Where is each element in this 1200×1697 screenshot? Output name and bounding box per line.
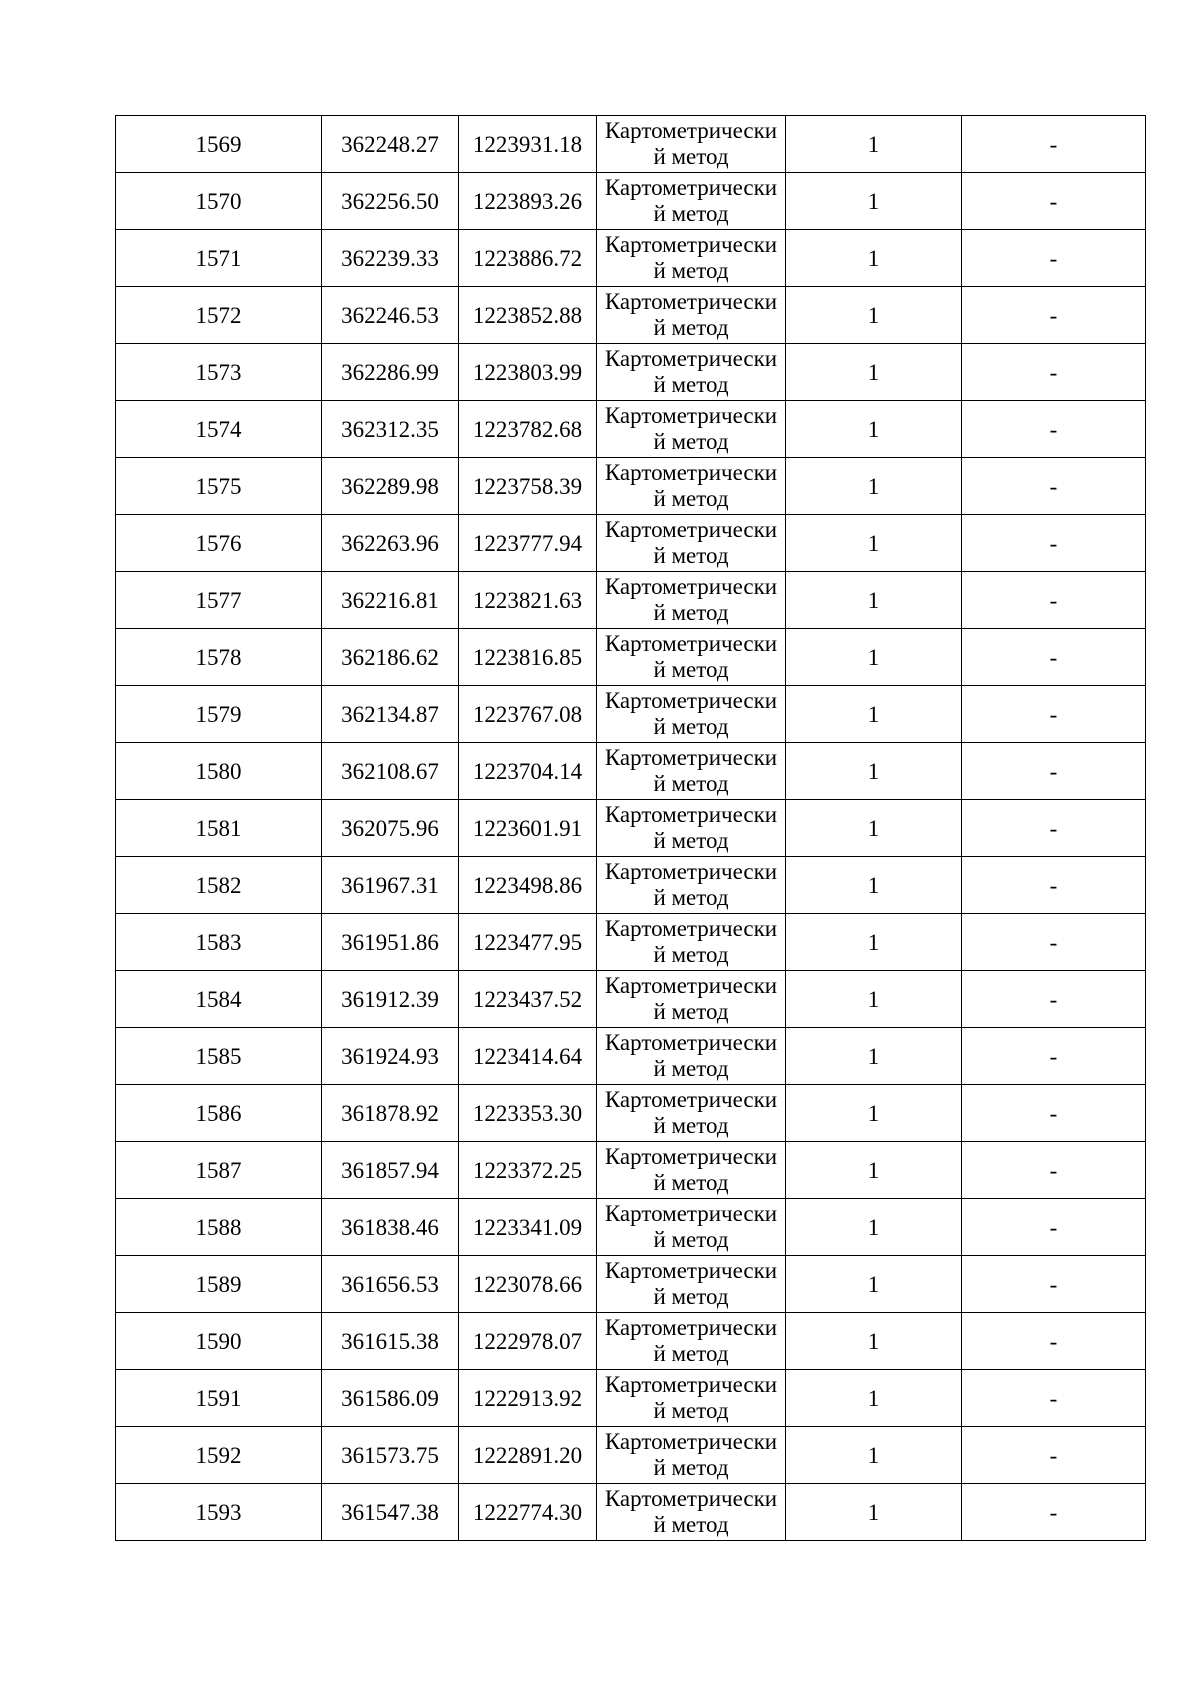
description-cell: - xyxy=(962,800,1146,857)
accuracy-cell: 1 xyxy=(786,458,962,515)
accuracy-cell: 1 xyxy=(786,116,962,173)
method-cell xyxy=(597,1427,786,1484)
accuracy-cell: 1 xyxy=(786,173,962,230)
table-row xyxy=(116,1313,1146,1370)
y-coordinate-cell: 1222978.07 xyxy=(459,1313,597,1370)
x-coordinate-cell: 362312.35 xyxy=(322,401,459,458)
description-cell: - xyxy=(962,857,1146,914)
y-coordinate-cell: 1222774.30 xyxy=(459,1484,597,1541)
description-cell: - xyxy=(962,1313,1146,1370)
description-cell: - xyxy=(962,116,1146,173)
description-cell: - xyxy=(962,230,1146,287)
method-cell xyxy=(597,1028,786,1085)
method-line-1: Картометрически xyxy=(604,1429,778,1454)
description-cell: - xyxy=(962,344,1146,401)
method-cell xyxy=(597,1199,786,1256)
x-coordinate-cell: 362216.81 xyxy=(322,572,459,629)
table-row xyxy=(116,344,1146,401)
description-cell: - xyxy=(962,1199,1146,1256)
method-line-1: Картометрически xyxy=(604,1258,778,1283)
method-cell xyxy=(597,800,786,857)
point-number-cell: 1579 xyxy=(116,686,322,743)
accuracy-cell: 1 xyxy=(786,971,962,1028)
table-row xyxy=(116,743,1146,800)
y-coordinate-cell: 1223803.99 xyxy=(459,344,597,401)
x-coordinate-cell: 362075.96 xyxy=(322,800,459,857)
table-row xyxy=(116,116,1146,173)
description-cell: - xyxy=(962,287,1146,344)
point-number-cell: 1573 xyxy=(116,344,322,401)
method-line-1: Картометрически xyxy=(604,631,778,656)
method-line-2: й метод xyxy=(653,828,729,853)
method-line-1: Картометрически xyxy=(604,1201,778,1226)
x-coordinate-cell: 361547.38 xyxy=(322,1484,459,1541)
method-line-1: Картометрически xyxy=(604,175,778,200)
point-number-cell: 1590 xyxy=(116,1313,322,1370)
y-coordinate-cell: 1223601.91 xyxy=(459,800,597,857)
x-coordinate-cell: 361615.38 xyxy=(322,1313,459,1370)
method-cell xyxy=(597,287,786,344)
description-cell: - xyxy=(962,629,1146,686)
table-row xyxy=(116,971,1146,1028)
table-row xyxy=(116,1484,1146,1541)
method-line-2: й метод xyxy=(653,942,729,967)
method-line-1: Картометрически xyxy=(604,802,778,827)
method-cell xyxy=(597,1484,786,1541)
method-line-2: й метод xyxy=(653,1113,729,1138)
table-row xyxy=(116,800,1146,857)
point-number-cell: 1574 xyxy=(116,401,322,458)
method-line-1: Картометрически xyxy=(604,118,778,143)
point-number-cell: 1589 xyxy=(116,1256,322,1313)
method-cell xyxy=(597,857,786,914)
table-row xyxy=(116,686,1146,743)
method-line-1: Картометрически xyxy=(604,859,778,884)
y-coordinate-cell: 1223767.08 xyxy=(459,686,597,743)
accuracy-cell: 1 xyxy=(786,401,962,458)
accuracy-cell: 1 xyxy=(786,1256,962,1313)
point-number-cell: 1583 xyxy=(116,914,322,971)
method-line-2: й метод xyxy=(653,885,729,910)
method-line-1: Картометрически xyxy=(604,745,778,770)
table-row xyxy=(116,458,1146,515)
method-cell xyxy=(597,458,786,515)
x-coordinate-cell: 362263.96 xyxy=(322,515,459,572)
method-line-1: Картометрически xyxy=(604,973,778,998)
y-coordinate-cell: 1223353.30 xyxy=(459,1085,597,1142)
accuracy-cell: 1 xyxy=(786,629,962,686)
point-number-cell: 1577 xyxy=(116,572,322,629)
method-line-2: й метод xyxy=(653,714,729,739)
table-row xyxy=(116,401,1146,458)
method-cell xyxy=(597,629,786,686)
method-line-2: й метод xyxy=(653,258,729,283)
method-cell xyxy=(597,572,786,629)
method-cell xyxy=(597,515,786,572)
point-number-cell: 1570 xyxy=(116,173,322,230)
description-cell: - xyxy=(962,173,1146,230)
x-coordinate-cell: 361951.86 xyxy=(322,914,459,971)
method-line-1: Картометрически xyxy=(604,403,778,428)
accuracy-cell: 1 xyxy=(786,1028,962,1085)
y-coordinate-cell: 1222891.20 xyxy=(459,1427,597,1484)
accuracy-cell: 1 xyxy=(786,857,962,914)
method-line-2: й метод xyxy=(653,1227,729,1252)
x-coordinate-cell: 362248.27 xyxy=(322,116,459,173)
method-cell xyxy=(597,230,786,287)
accuracy-cell: 1 xyxy=(786,515,962,572)
table-row xyxy=(116,1142,1146,1199)
y-coordinate-cell: 1223437.52 xyxy=(459,971,597,1028)
x-coordinate-cell: 362289.98 xyxy=(322,458,459,515)
description-cell: - xyxy=(962,572,1146,629)
y-coordinate-cell: 1223078.66 xyxy=(459,1256,597,1313)
method-line-1: Картометрически xyxy=(604,1030,778,1055)
accuracy-cell: 1 xyxy=(786,572,962,629)
coordinates-table-body xyxy=(116,116,1146,1541)
point-number-cell: 1580 xyxy=(116,743,322,800)
method-cell xyxy=(597,743,786,800)
table-row xyxy=(116,230,1146,287)
method-cell xyxy=(597,173,786,230)
method-line-2: й метод xyxy=(653,657,729,682)
point-number-cell: 1585 xyxy=(116,1028,322,1085)
y-coordinate-cell: 1223758.39 xyxy=(459,458,597,515)
accuracy-cell: 1 xyxy=(786,914,962,971)
table-row xyxy=(116,1199,1146,1256)
method-cell xyxy=(597,1142,786,1199)
table-row xyxy=(116,287,1146,344)
y-coordinate-cell: 1223414.64 xyxy=(459,1028,597,1085)
description-cell: - xyxy=(962,1370,1146,1427)
point-number-cell: 1586 xyxy=(116,1085,322,1142)
method-line-2: й метод xyxy=(653,1455,729,1480)
x-coordinate-cell: 361838.46 xyxy=(322,1199,459,1256)
description-cell: - xyxy=(962,401,1146,458)
method-line-1: Картометрически xyxy=(604,688,778,713)
y-coordinate-cell: 1223821.63 xyxy=(459,572,597,629)
method-line-2: й метод xyxy=(653,315,729,340)
description-cell: - xyxy=(962,686,1146,743)
description-cell: - xyxy=(962,743,1146,800)
table-row xyxy=(116,572,1146,629)
accuracy-cell: 1 xyxy=(786,686,962,743)
accuracy-cell: 1 xyxy=(786,1370,962,1427)
point-number-cell: 1576 xyxy=(116,515,322,572)
point-number-cell: 1584 xyxy=(116,971,322,1028)
x-coordinate-cell: 361656.53 xyxy=(322,1256,459,1313)
x-coordinate-cell: 362186.62 xyxy=(322,629,459,686)
x-coordinate-cell: 361967.31 xyxy=(322,857,459,914)
description-cell: - xyxy=(962,458,1146,515)
method-line-1: Картометрически xyxy=(604,1372,778,1397)
method-line-2: й метод xyxy=(653,429,729,454)
table-row xyxy=(116,1427,1146,1484)
point-number-cell: 1571 xyxy=(116,230,322,287)
accuracy-cell: 1 xyxy=(786,800,962,857)
method-line-2: й метод xyxy=(653,144,729,169)
method-line-1: Картометрически xyxy=(604,517,778,542)
table-row xyxy=(116,1370,1146,1427)
method-cell xyxy=(597,686,786,743)
accuracy-cell: 1 xyxy=(786,1313,962,1370)
method-line-2: й метод xyxy=(653,999,729,1024)
description-cell: - xyxy=(962,1427,1146,1484)
description-cell: - xyxy=(962,515,1146,572)
description-cell: - xyxy=(962,1484,1146,1541)
accuracy-cell: 1 xyxy=(786,1484,962,1541)
method-cell xyxy=(597,971,786,1028)
table-row xyxy=(116,857,1146,914)
x-coordinate-cell: 361912.39 xyxy=(322,971,459,1028)
description-cell: - xyxy=(962,971,1146,1028)
method-line-2: й метод xyxy=(653,1512,729,1537)
y-coordinate-cell: 1223477.95 xyxy=(459,914,597,971)
point-number-cell: 1575 xyxy=(116,458,322,515)
y-coordinate-cell: 1223777.94 xyxy=(459,515,597,572)
accuracy-cell: 1 xyxy=(786,287,962,344)
description-cell: - xyxy=(962,1256,1146,1313)
method-line-1: Картометрически xyxy=(604,574,778,599)
accuracy-cell: 1 xyxy=(786,1085,962,1142)
y-coordinate-cell: 1223852.88 xyxy=(459,287,597,344)
y-coordinate-cell: 1223931.18 xyxy=(459,116,597,173)
method-line-1: Картометрически xyxy=(604,1144,778,1169)
x-coordinate-cell: 361586.09 xyxy=(322,1370,459,1427)
accuracy-cell: 1 xyxy=(786,743,962,800)
description-cell: - xyxy=(962,1142,1146,1199)
description-cell: - xyxy=(962,1028,1146,1085)
y-coordinate-cell: 1223498.86 xyxy=(459,857,597,914)
table-row xyxy=(116,914,1146,971)
method-cell xyxy=(597,1256,786,1313)
method-cell xyxy=(597,116,786,173)
point-number-cell: 1591 xyxy=(116,1370,322,1427)
table-row xyxy=(116,629,1146,686)
accuracy-cell: 1 xyxy=(786,1199,962,1256)
method-line-2: й метод xyxy=(653,600,729,625)
x-coordinate-cell: 361573.75 xyxy=(322,1427,459,1484)
method-line-1: Картометрически xyxy=(604,460,778,485)
method-line-2: й метод xyxy=(653,1398,729,1423)
x-coordinate-cell: 361857.94 xyxy=(322,1142,459,1199)
accuracy-cell: 1 xyxy=(786,230,962,287)
point-number-cell: 1582 xyxy=(116,857,322,914)
accuracy-cell: 1 xyxy=(786,1427,962,1484)
point-number-cell: 1578 xyxy=(116,629,322,686)
method-line-1: Картометрически xyxy=(604,232,778,257)
method-line-2: й метод xyxy=(653,543,729,568)
method-cell xyxy=(597,1313,786,1370)
method-line-1: Картометрически xyxy=(604,346,778,371)
accuracy-cell: 1 xyxy=(786,1142,962,1199)
method-line-2: й метод xyxy=(653,1170,729,1195)
method-line-2: й метод xyxy=(653,372,729,397)
point-number-cell: 1592 xyxy=(116,1427,322,1484)
table-row xyxy=(116,1256,1146,1313)
method-line-1: Картометрически xyxy=(604,1315,778,1340)
y-coordinate-cell: 1223372.25 xyxy=(459,1142,597,1199)
method-line-1: Картометрически xyxy=(604,1087,778,1112)
table-row xyxy=(116,515,1146,572)
method-line-2: й метод xyxy=(653,486,729,511)
method-line-1: Картометрически xyxy=(604,289,778,314)
x-coordinate-cell: 362108.67 xyxy=(322,743,459,800)
description-cell: - xyxy=(962,914,1146,971)
method-line-2: й метод xyxy=(653,201,729,226)
x-coordinate-cell: 362246.53 xyxy=(322,287,459,344)
y-coordinate-cell: 1223816.85 xyxy=(459,629,597,686)
method-line-2: й метод xyxy=(653,1341,729,1366)
method-line-1: Картометрически xyxy=(604,1486,778,1511)
method-cell xyxy=(597,344,786,401)
x-coordinate-cell: 362134.87 xyxy=(322,686,459,743)
point-number-cell: 1581 xyxy=(116,800,322,857)
table-row xyxy=(116,1028,1146,1085)
point-number-cell: 1588 xyxy=(116,1199,322,1256)
description-cell: - xyxy=(962,1085,1146,1142)
method-cell xyxy=(597,1085,786,1142)
point-number-cell: 1569 xyxy=(116,116,322,173)
y-coordinate-cell: 1223886.72 xyxy=(459,230,597,287)
method-cell xyxy=(597,401,786,458)
y-coordinate-cell: 1223782.68 xyxy=(459,401,597,458)
method-cell xyxy=(597,1370,786,1427)
x-coordinate-cell: 362239.33 xyxy=(322,230,459,287)
accuracy-cell: 1 xyxy=(786,344,962,401)
x-coordinate-cell: 362256.50 xyxy=(322,173,459,230)
y-coordinate-cell: 1222913.92 xyxy=(459,1370,597,1427)
x-coordinate-cell: 361924.93 xyxy=(322,1028,459,1085)
y-coordinate-cell: 1223704.14 xyxy=(459,743,597,800)
x-coordinate-cell: 361878.92 xyxy=(322,1085,459,1142)
x-coordinate-cell: 362286.99 xyxy=(322,344,459,401)
table-row xyxy=(116,1085,1146,1142)
method-cell xyxy=(597,914,786,971)
method-line-2: й метод xyxy=(653,771,729,796)
method-line-2: й метод xyxy=(653,1056,729,1081)
y-coordinate-cell: 1223893.26 xyxy=(459,173,597,230)
y-coordinate-cell: 1223341.09 xyxy=(459,1199,597,1256)
table-row xyxy=(116,173,1146,230)
point-number-cell: 1572 xyxy=(116,287,322,344)
point-number-cell: 1593 xyxy=(116,1484,322,1541)
method-line-2: й метод xyxy=(653,1284,729,1309)
method-line-1: Картометрически xyxy=(604,916,778,941)
point-number-cell: 1587 xyxy=(116,1142,322,1199)
coordinates-table xyxy=(115,115,1146,1541)
